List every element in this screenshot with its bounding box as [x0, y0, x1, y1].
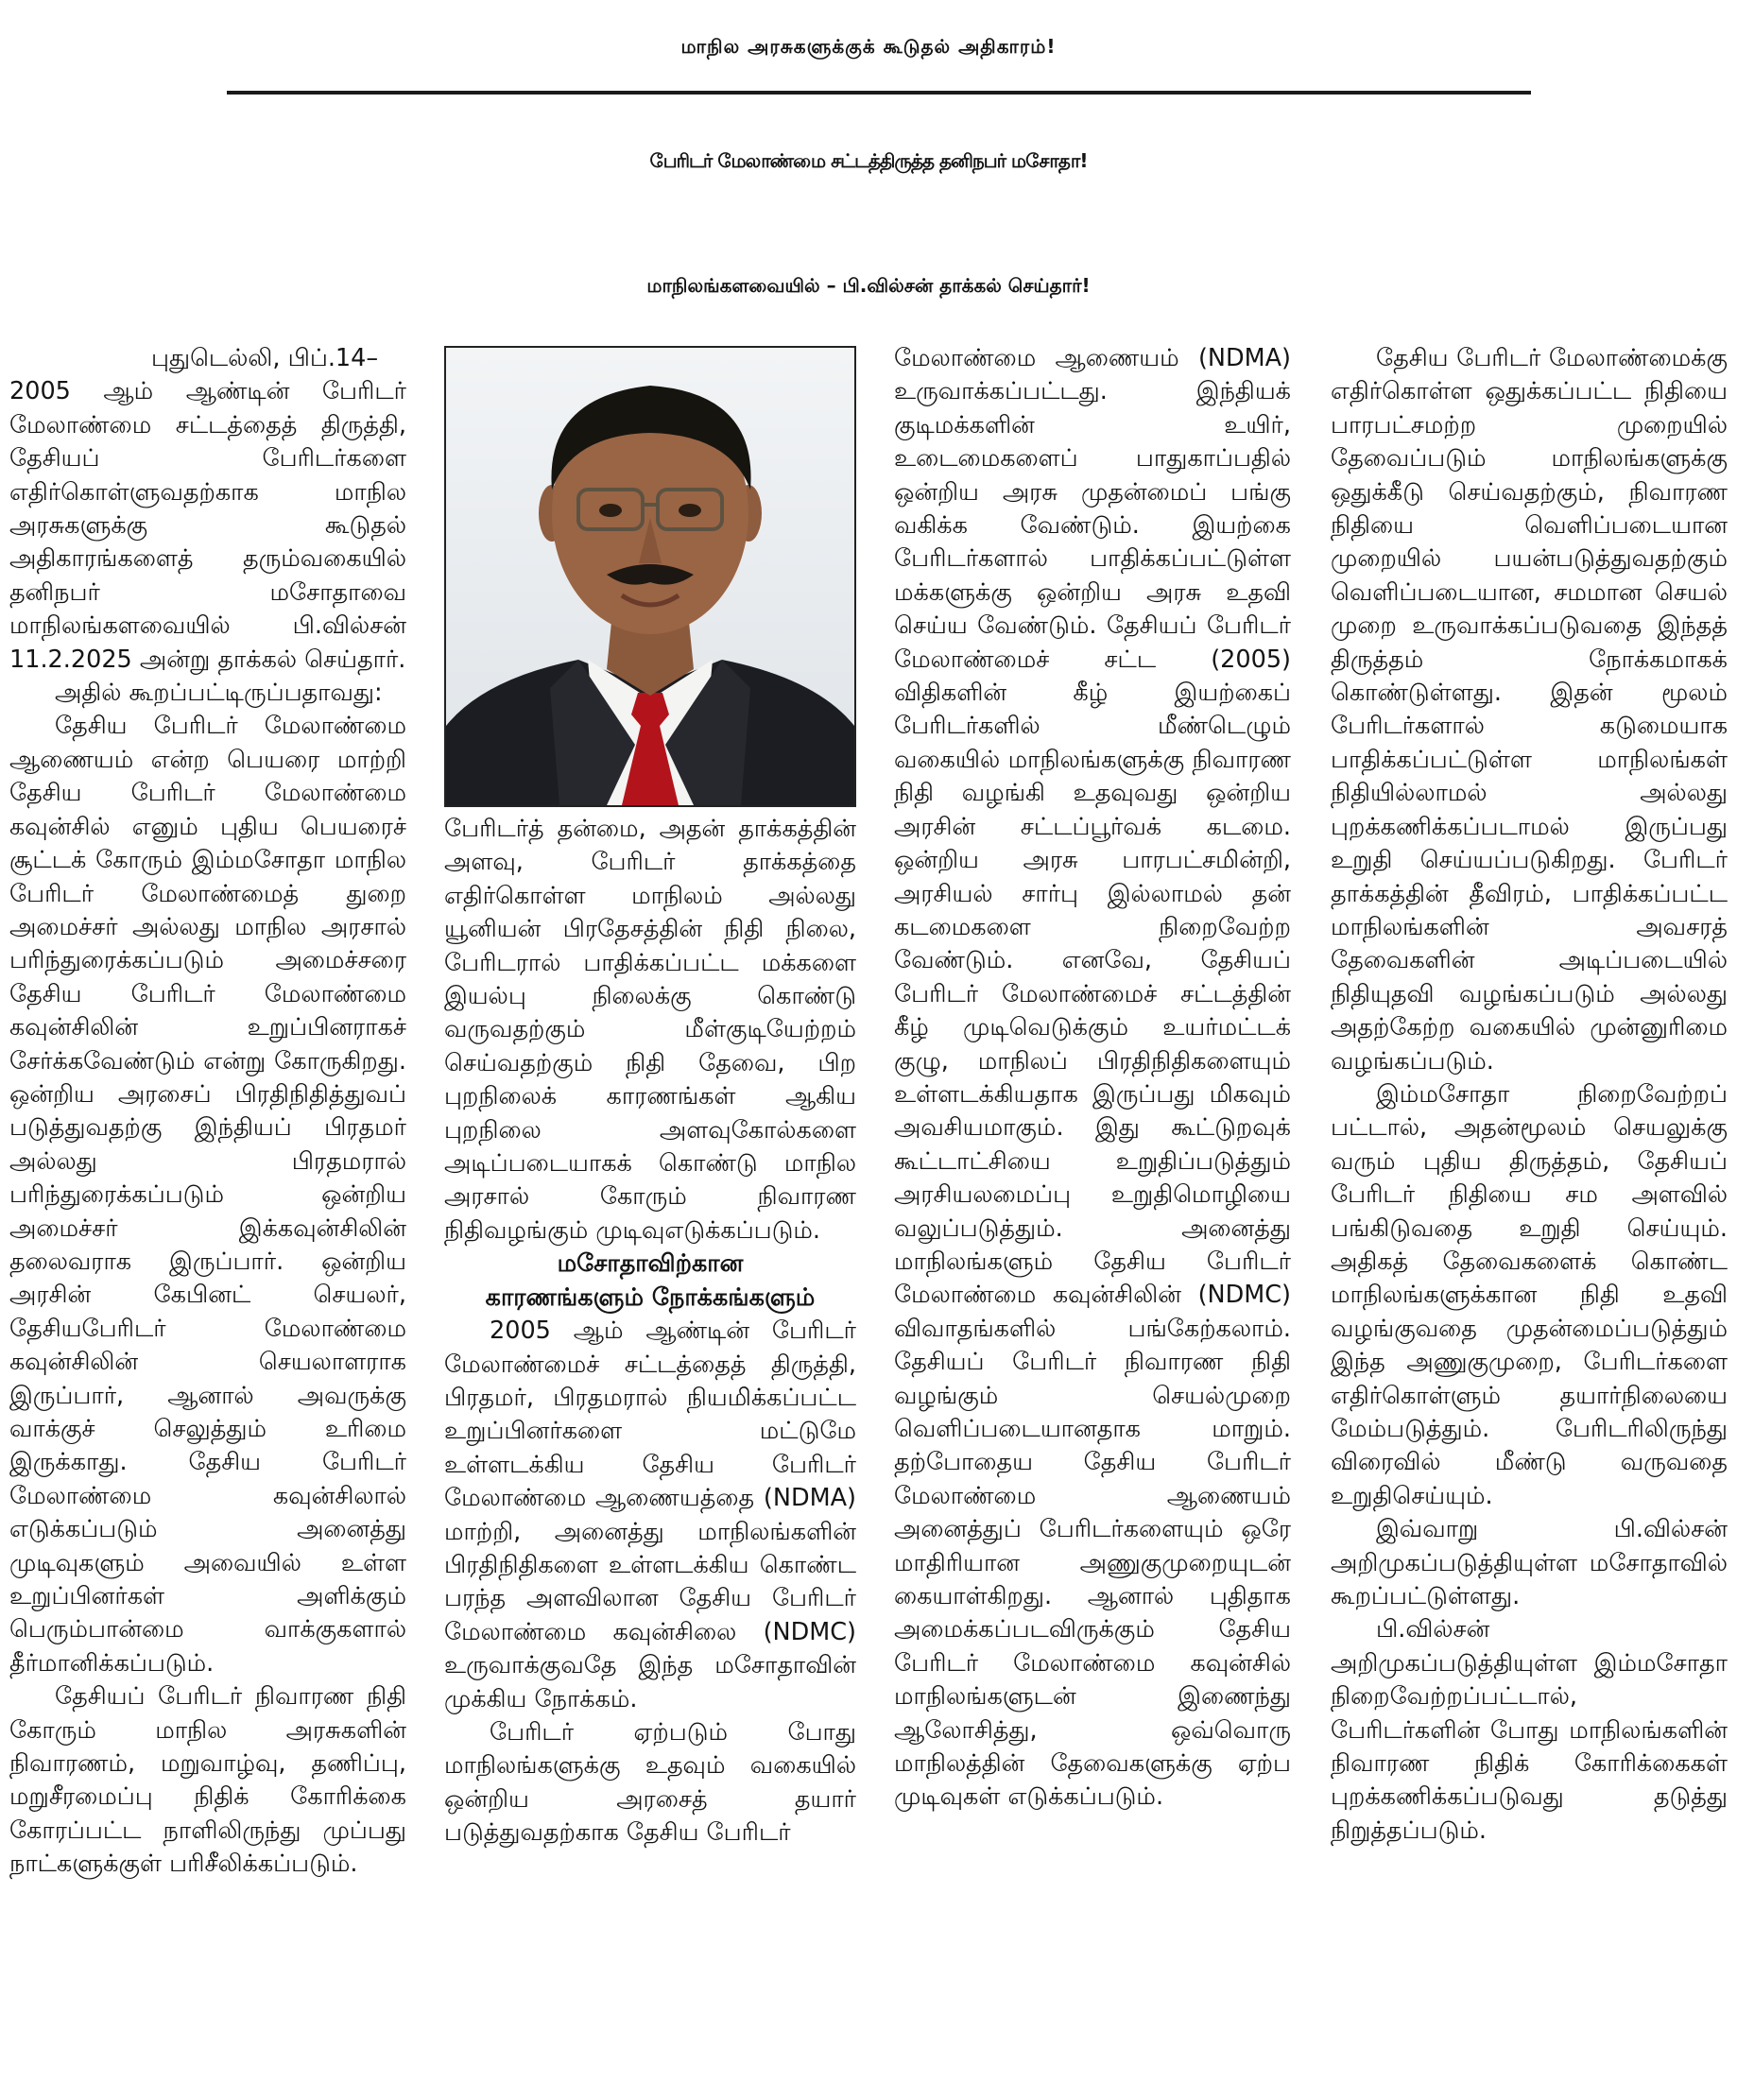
dateline: புதுடெல்லி, பிப்.14–	[151, 344, 379, 372]
kicker-headline: மாநில அரசுகளுக்குக் கூடுதல் அதிகாரம்!	[680, 35, 1057, 58]
article-column-3	[894, 342, 1291, 2089]
article-column-2	[444, 813, 856, 2089]
section-subheading-line-2: காரணங்களும் நோக்கங்களும்	[485, 1282, 816, 1312]
main-headline: பேரிடர் மேலாண்மை சட்டத்திருத்த தனிநபர் மசோதா!	[649, 149, 1088, 172]
portrait-photo	[444, 346, 856, 807]
article-column-1	[9, 342, 406, 2089]
paragraph: தேசியப் பேரிடர் நிவாரண நிதி கோரும் மாநில அரசுகளின் நிவாரணம், மறுவாழ்வு, தணிப்பு, மறுசீரமைப்பு நிதிக் கோரிக்கை கோரப்பட்ட நாளிலிருந்து முப்பது நாட்களுக்குள் பரிசீலிக்கப்படும்.	[9, 1682, 406, 1879]
paragraph: அதில் கூறப்பட்டிருப்பதாவது:	[55, 679, 383, 708]
section-subheading-line-1: மசோதாவிற்கான	[557, 1249, 744, 1279]
kicker-underline	[227, 91, 1531, 95]
paragraph: இவ்வாறு பி.வில்சன் அறிமுகப்படுத்தியுள்ள மசோதாவில் கூறப்பட்டுள்ளது.	[1331, 1515, 1728, 1611]
paragraph: பி.வில்சன் அறிமுகப்படுத்தியுள்ள இம்மசோதா நிறைவேற்றப்பட்டால், பேரிடர்களின் போது மாநிலங்களின் நிவாரண நிதிக் கோரிக்கைகள் புறக்கணிக்கப்படுவது தடுத்து நிறுத்தப்படும்.	[1331, 1615, 1728, 1845]
paragraph: இம்மசோதா நிறைவேற்றப் பட்டால், அதன்மூலம் செயலுக்கு வரும் புதிய திருத்தம், தேசியப் பேரிடர் நிதியை சம அளவில் பங்கிடுவதை உறுதி செய்யும். அதிகத் தேவைகளைக் கொண்ட மாநிலங்களுக்கான நிதி உதவி வழங்குவதை முதன்மைப்படுத்தும் இந்த அணுகுமுறை, பேரிடர்களை எதிர்கொள்ளும் தயார்நிலையை மேம்படுத்தும். பேரிடரிலிருந்து விரைவில் மீண்டு வருவதை உறுதிசெய்யும்.	[1331, 1079, 1728, 1510]
paragraph: தேசிய பேரிடர் மேலாண்மைக்கு எதிர்கொள்ள ஒதுக்கப்பட்ட நிதியை பாரபட்சமற்ற முறையில் தேவைப்படும் மாநிலங்களுக்கு ஒதுக்கீடு செய்வதற்கும், நிவாரண நிதியை வெளிப்படையான முறையில் பயன்படுத்துவதற்கும் வெளிப்படையான, சமமான செயல் முறை உருவாக்கப்படுவதை இந்தத் திருத்தம் நோக்கமாகக் கொண்டுள்ளது. இதன் மூலம் பேரிடர்களால் கடுமையாக பாதிக்கப்பட்டுள்ள மாநிலங்கள் நிதியில்லாமல் அல்லது புறக்கணிக்கப்படாமல் இருப்பது உறுதி செய்யப்படுகிறது. பேரிடர் தாக்கத்தின் தீவிரம், பாதிக்கப்பட்ட மாநிலங்களின் அவசரத் தேவைகளின் அடிப்படையில் நிதியுதவி வழங்கப்படும் அல்லது அதற்கேற்ற வகையில் முன்னுரிமை வழங்கப்படும்.	[1331, 344, 1728, 1076]
paragraph: பேரிடர்த் தன்மை, அதன் தாக்கத்தின் அளவு, பேரிடர் தாக்கத்தை எதிர்கொள்ள மாநிலம் அல்லது யூனியன் பிரதேசத்தின் நிதி நிலை, பேரிடரால் பாதிக்கப்பட்ட மக்களை இயல்பு நிலைக்கு கொண்டு வருவதற்கும் மீள்குடியேற்றம் செய்வதற்கும் நிதி தேவை, பிற புறநிலைக் காரணங்கள் ஆகிய புறநிலை அளவுகோல்களை அடிப்படையாகக் கொண்டு மாநில அரசால் கோரும் நிவாரண நிதிவழங்கும் முடிவுஎடுக்கப்படும்.	[444, 815, 856, 1245]
paragraph: 2005 ஆம் ஆண்டின் பேரிடர் மேலாண்மைச் சட்டத்தைத் திருத்தி, பிரதமர், பிரதமரால் நியமிக்கப்பட்ட உறுப்பினர்களை மட்டுமே உள்ளடக்கிய தேசிய பேரிடர் மேலாண்மை ஆணையத்தை (NDMA) மாற்றி, அனைத்து மாநிலங்களின் பிரதிநிதிகளை உள்ளடக்கிய கொண்ட பரந்த அளவிலான தேசிய பேரிடர் மேலாண்மை கவுன்சிலை (NDMC) உருவாக்குவதே இந்த மசோதாவின் முக்கிய நோக்கம்.	[444, 1317, 856, 1713]
paragraph: மேலாண்மை ஆணையம் (NDMA) உருவாக்கப்பட்டது. இந்தியக் குடிமக்களின் உயிர், உடைமைகளைப் பாதுகாப்பதில் ஒன்றிய அரசு முதன்மைப் பங்கு வகிக்க வேண்டும். இயற்கை பேரிடர்களால் பாதிக்கப்பட்டுள்ள மக்களுக்கு ஒன்றிய அரசு உதவி செய்ய வேண்டும். தேசியப் பேரிடர் மேலாண்மைச் சட்ட (2005) விதிகளின் கீழ் இயற்கைப் பேரிடர்களில் மீண்டெழும் வகையில் மாநிலங்களுக்கு நிவாரண நிதி வழங்கி உதவுவது ஒன்றிய அரசின் சட்டப்பூர்வக் கடமை. ஒன்றிய அரசு பாரபட்சமின்றி, அரசியல் சார்பு இல்லாமல் தன் கடமைகளை நிறைவேற்ற வேண்டும். எனவே, தேசியப் பேரிடர் மேலாண்மைச் சட்டத்தின் கீழ் முடிவெடுக்கும் உயர்மட்டக் குழு, மாநிலப் பிரதிநிதிகளையும் உள்ளடக்கியதாக இருப்பது மிகவும் அவசியமாகும். இது கூட்டுறவுக் கூட்டாட்சியை உறுதிப்படுத்தும் அரசியலமைப்பு உறுதிமொழியை வலுப்படுத்தும். அனைத்து மாநிலங்களும் தேசிய பேரிடர் மேலாண்மை கவுன்சிலின் (NDMC) விவாதங்களில் பங்கேற்கலாம். தேசியப் பேரிடர் நிவாரண நிதி வழங்கும் செயல்முறை வெளிப்படையானதாக மாறும். தற்போதைய தேசிய பேரிடர் மேலாண்மை ஆணையம் அனைத்துப் பேரிடர்களையும் ஒரே மாதிரியான அணுகுமுறையுடன் கையாள்கிறது. ஆனால் புதிதாக அமைக்கப்படவிருக்கும் தேசிய பேரிடர் மேலாண்மை கவுன்சில் மாநிலங்களுடன் இணைந்து ஆலோசித்து, ஒவ்வொரு மாநிலத்தின் தேவைகளுக்கு ஏற்ப முடிவுகள் எடுக்கப்படும்.	[894, 344, 1291, 1812]
sub-headline: மாநிலங்களவையில் – பி.வில்சன் தாக்கல் செய்தார்!	[646, 274, 1091, 297]
paragraph: 2005 ஆம் ஆண்டின் பேரிடர் மேலாண்மை சட்டத்தைத் திருத்தி, தேசியப் பேரிடர்களை எதிர்கொள்ளுவதற்காக மாநில அரசுகளுக்கு கூடுதல் அதிகாரங்களைத் தரும்வகையில் தனிநபர் மசோதாவை மாநிலங்களவையில் பி.வில்சன் 11.2.2025 அன்று தாக்கல் செய்தார்.	[9, 377, 406, 674]
paragraph: தேசிய பேரிடர் மேலாண்மை ஆணையம் என்ற பெயரை மாற்றி தேசிய பேரிடர் மேலாண்மை கவுன்சில் எனும் புதிய பெயரைச் சூட்டக் கோரும் இம்மசோதா மாநில பேரிடர் மேலாண்மைத் துறை அமைச்சர் அல்லது மாநில அரசால் பரிந்துரைக்கப்படும் அமைச்சரை தேசிய பேரிடர் மேலாண்மை கவுன்சிலின் உறுப்பினராகச் சேர்க்கவேண்டும் என்று கோருகிறது. ஒன்றிய அரசைப் பிரதிநிதித்துவப் படுத்துவதற்கு இந்தியப் பிரதமர் அல்லது பிரதமரால் பரிந்துரைக்கப்படும் ஒன்றிய அமைச்சர் இக்கவுன்சிலின் தலைவராக இருப்பார். ஒன்றிய அரசின் கேபினட் செயலர், தேசியபேரிடர் மேலாண்மை கவுன்சிலின் செயலாளராக இருப்பார், ஆனால் அவருக்கு வாக்குச் செலுத்தும் உரிமை இருக்காது. தேசிய பேரிடர் மேலாண்மை கவுன்சிலால் எடுக்கப்படும் அனைத்து முடிவுகளும் அவையில் உள்ள உறுப்பினர்கள் அளிக்கும் பெரும்பான்மை வாக்குகளால் தீர்மானிக்கப்படும்.	[9, 712, 406, 1678]
article-column-4	[1331, 342, 1728, 2089]
portrait-illustration	[446, 348, 854, 805]
paragraph: பேரிடர் ஏற்படும் போது மாநிலங்களுக்கு உதவும் வகையில் ஒன்றிய அரசைத் தயார் படுத்துவதற்காக தேசிய பேரிடர்	[444, 1717, 856, 1848]
